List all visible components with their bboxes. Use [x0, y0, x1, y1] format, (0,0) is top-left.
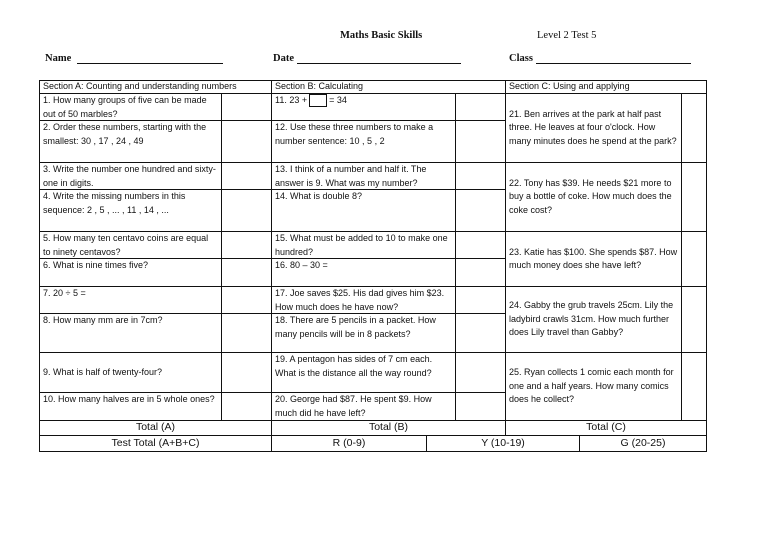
- question-24: 24. Gabby the grub travels 25cm. Lily the ladybird crawls 31cm. How much further does Lily travel than Gabby?: [509, 300, 674, 338]
- question-20: 20. George had $87. He spent $9. How much did he have left?: [275, 394, 432, 418]
- test-total: Test Total (A+B+C): [111, 436, 200, 449]
- class-label: Class: [509, 53, 533, 64]
- question-15: 15. What must be added to 10 to make one hundred?: [275, 233, 448, 257]
- question-11-text: 11. 23 +: [275, 95, 308, 105]
- band-green: G (20-25): [620, 436, 666, 449]
- question-2: 2. Order these numbers, starting with the smallest: 30 , 17 , 24 , 49: [43, 122, 207, 146]
- question-16: 16. 80 – 30 =: [275, 260, 328, 270]
- class-blank: [536, 54, 691, 64]
- question-19: 19. A pentagon has sides of 7 cm each. What is the distance all the way round?: [275, 354, 433, 378]
- question-17: 17. Joe saves $25. His dad gives him $23. How much does he have now?: [275, 288, 445, 312]
- question-12: 12. Use these three numbers to make a number sentence: 10 , 5 , 2: [275, 122, 434, 146]
- question-21: 21. Ben arrives at the park at half past three. He leaves at four o'clock. How many minutes does he spend at the park?: [509, 108, 677, 146]
- question-18: 18. There are 5 pencils in a packet. How many pencils will be in 8 packets?: [275, 315, 436, 339]
- question-6: 6. What is nine times five?: [43, 260, 149, 270]
- question-11: [272, 94, 455, 120]
- name-label: Name: [45, 53, 72, 64]
- total-c: Total (C): [586, 421, 626, 434]
- date-blank: [297, 54, 461, 64]
- question-3: 3. Write the number one hundred and sixty-one in digits.: [43, 164, 216, 188]
- question-9: 9. What is half of twenty-four?: [43, 366, 163, 377]
- section-a-header: Section A: Counting and understanding numbers: [43, 81, 237, 92]
- date-label: Date: [273, 53, 294, 64]
- question-7: 7. 20 ÷ 5 =: [43, 288, 86, 298]
- section-c-header: Section C: Using and applying: [509, 81, 630, 92]
- band-yellow: Y (10-19): [481, 436, 525, 449]
- level-label: Level 2 Test 5: [537, 30, 597, 41]
- question-11-result: = 34: [329, 95, 347, 105]
- name-blank: [77, 54, 223, 64]
- question-10: 10. How many halves are in 5 whole ones?: [43, 394, 215, 404]
- answer-box[interactable]: [309, 94, 327, 107]
- question-14: 14. What is double 8?: [275, 191, 363, 201]
- question-23: 23. Katie has $100. She spends $87. How much money does she have left?: [509, 246, 678, 270]
- class-field: [509, 53, 691, 64]
- total-a: Total (A): [135, 421, 176, 434]
- total-b: Total (B): [368, 421, 409, 434]
- section-b-header: Section B: Calculating: [275, 81, 364, 92]
- name-field: [45, 53, 223, 64]
- date-field: [273, 53, 461, 64]
- question-8: 8. How many mm are in 7cm?: [43, 315, 163, 325]
- question-13: 13. I think of a number and half it. The answer is 9. What was my number?: [275, 164, 427, 188]
- worksheet-title: Maths Basic Skills: [340, 30, 423, 41]
- question-22: 22. Tony has $39. He needs $21 more to buy a bottle of coke. How much does the coke cost?: [509, 177, 672, 215]
- band-red: R (0-9): [332, 436, 366, 449]
- question-4: 4. Write the missing numbers in this sequence: 2 , 5 , ... , 11 , 14 , ...: [43, 191, 186, 215]
- question-5: 5. How many ten centavo coins are equal to ninety centavos?: [43, 233, 209, 257]
- question-1: 1. How many groups of five can be made out of 50 marbles?: [43, 95, 207, 119]
- question-25: 25. Ryan collects 1 comic each month for one and a half years. How many comics does he collect?: [509, 367, 674, 405]
